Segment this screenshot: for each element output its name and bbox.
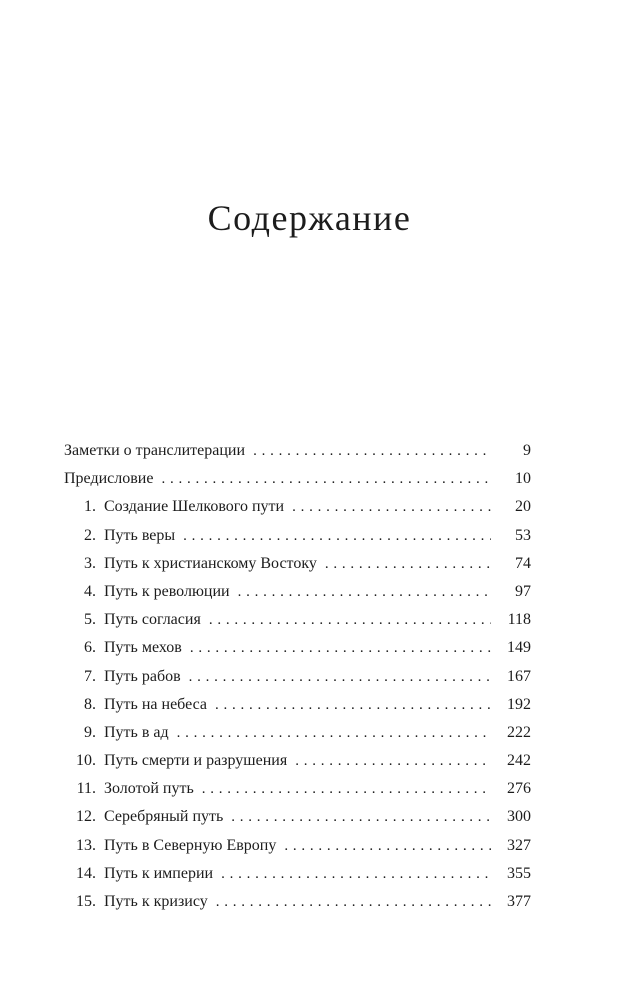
toc-entry-title: Предисловие [64, 470, 154, 488]
toc-page-number: 74 [515, 554, 531, 572]
toc-leader-dots [189, 663, 491, 691]
toc-entry-chapter-5[interactable] [64, 606, 531, 634]
toc-entry-title: Путь в ад [104, 723, 169, 741]
toc-page-number: 118 [507, 611, 531, 629]
toc-chapter-number: 4. [84, 582, 96, 600]
toc-entry-chapter-2[interactable] [64, 522, 531, 550]
toc-entry-title: Золотой путь [104, 780, 194, 798]
toc-page-number: 242 [507, 752, 531, 770]
toc-entry-title: Заметки о транслитерации [64, 442, 246, 459]
toc-chapter-number: 7. [84, 667, 96, 685]
toc-leader-dots [295, 747, 491, 775]
toc-page-number: 10 [515, 470, 531, 488]
toc-entry-title: Путь смерти и разрушения [104, 752, 288, 770]
toc-page-number: 276 [507, 780, 531, 798]
toc-entry-chapter-3[interactable] [64, 550, 531, 578]
toc-page-number: 9 [523, 442, 531, 459]
toc-entry-title: Серебряный путь [104, 808, 224, 826]
toc-leader-dots [190, 634, 491, 662]
toc-entry-title: Путь согласия [104, 611, 201, 629]
toc-leader-dots [177, 719, 491, 747]
toc-chapter-number: 6. [84, 639, 96, 657]
toc-leader-dots [209, 606, 491, 634]
toc-entry-transliteration-notes[interactable] [64, 437, 531, 465]
page-title: Содержание [207, 198, 412, 238]
toc-page-number: 20 [515, 498, 531, 516]
toc-entry-chapter-6[interactable] [64, 634, 531, 662]
toc-entry-chapter-7[interactable] [64, 663, 531, 691]
toc-entry-title: Путь к христианскому Востоку [104, 554, 317, 572]
toc-page-number: 53 [515, 526, 531, 544]
toc-leader-dots [325, 550, 491, 578]
toc-chapter-number: 9. [84, 723, 96, 741]
toc-entry-title: Создание Шелкового пути [104, 498, 285, 516]
toc-page-number: 355 [507, 864, 531, 882]
toc-chapter-number: 14. [76, 864, 96, 882]
toc-leader-dots [221, 860, 491, 888]
toc-page-number: 327 [507, 836, 531, 854]
toc-entry-chapter-14[interactable] [64, 860, 531, 888]
toc-page-number: 377 [507, 893, 531, 910]
toc-leader-dots [183, 522, 491, 550]
toc-chapter-number: 3. [84, 554, 96, 572]
toc-chapter-number: 13. [76, 836, 96, 854]
toc-entry-chapter-11[interactable] [64, 775, 531, 803]
toc-entry-title: Путь мехов [104, 639, 182, 657]
toc-chapter-number: 10. [76, 752, 96, 770]
toc-chapter-number: 2. [84, 526, 96, 544]
toc-page-number: 192 [507, 695, 531, 713]
toc-entry-chapter-4[interactable] [64, 578, 531, 606]
toc-entry-chapter-10[interactable] [64, 747, 531, 775]
toc-leader-dots [231, 803, 491, 831]
toc-chapter-number: 5. [84, 611, 96, 629]
toc-entry-chapter-9[interactable] [64, 719, 531, 747]
toc-page-number: 222 [507, 723, 531, 741]
toc-page-number: 97 [515, 582, 531, 600]
toc-leader-dots [215, 691, 491, 719]
toc-entry-chapter-1[interactable] [64, 493, 531, 521]
toc-chapter-number: 1. [84, 498, 96, 516]
toc-entry-chapter-15[interactable] [64, 888, 531, 916]
toc-leader-dots [216, 888, 491, 916]
toc-leader-dots [202, 775, 491, 803]
toc-entry-chapter-12[interactable] [64, 803, 531, 831]
toc-leader-dots [238, 578, 491, 606]
toc-leader-dots [161, 465, 491, 493]
toc-leader-dots [284, 832, 491, 860]
toc-chapter-number: 11. [76, 780, 96, 798]
toc-entry-title: Путь к империи [104, 864, 214, 882]
toc-entry-preface[interactable] [64, 465, 531, 493]
toc-chapter-number: 12. [76, 808, 96, 826]
toc-leader-dots [253, 437, 491, 465]
toc-entry-title: Путь к революции [104, 582, 230, 600]
toc-entry-title: Путь на небеса [104, 695, 207, 713]
toc-page-number: 149 [507, 639, 531, 657]
toc-chapter-number: 15. [76, 893, 96, 910]
toc-entry-chapter-8[interactable] [64, 691, 531, 719]
toc-chapter-number: 8. [84, 695, 96, 713]
toc-entry-title: Путь в Северную Европу [104, 836, 277, 854]
toc-entry-title: Путь веры [104, 526, 176, 544]
toc-page-number: 300 [507, 808, 531, 826]
toc-page-number: 167 [507, 667, 531, 685]
toc-entry-chapter-13[interactable] [64, 832, 531, 860]
toc-entry-title: Путь рабов [104, 667, 181, 685]
table-of-contents [64, 437, 531, 916]
toc-entry-title: Путь к кризису [104, 893, 208, 910]
toc-leader-dots [292, 493, 491, 521]
